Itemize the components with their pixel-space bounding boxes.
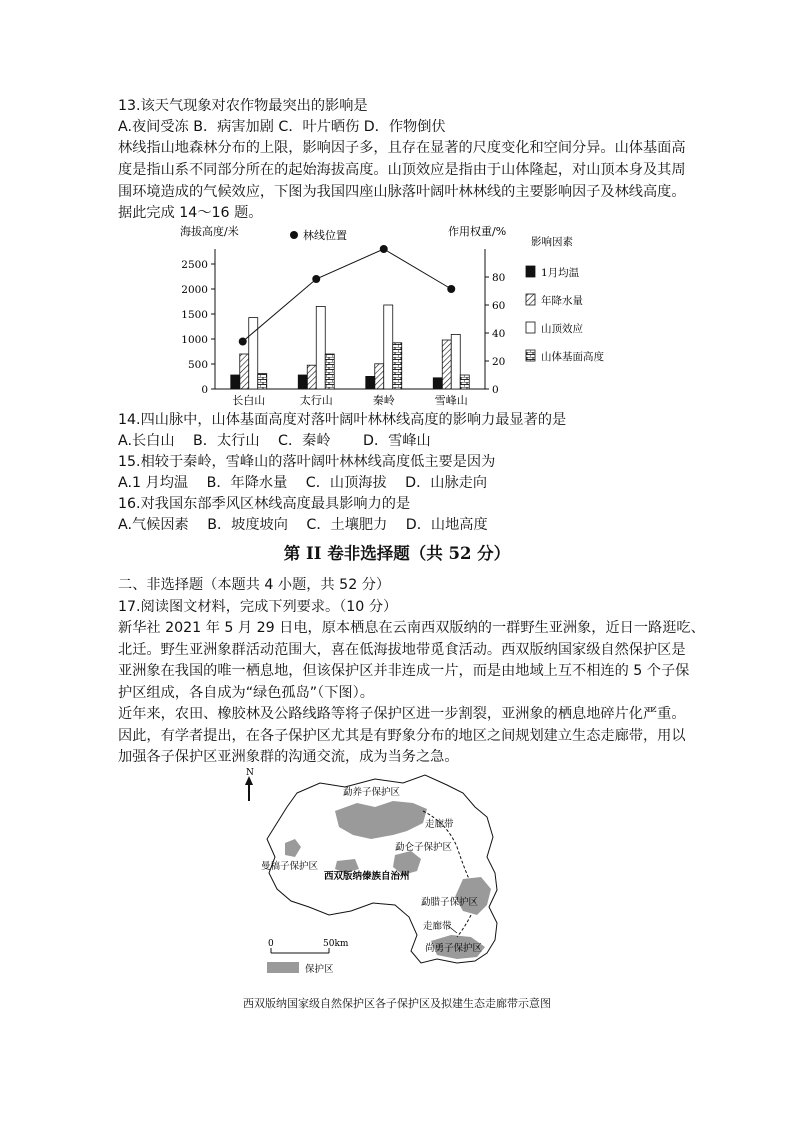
bar-summit-effect [316, 306, 325, 389]
legend-reserve-label: 保护区 [305, 964, 334, 975]
bar-jan-temp [433, 378, 442, 389]
map-caption: 西双版纳国家级自然保护区各子保护区及拟建生态走廊带示意图 [243, 997, 551, 1010]
y-right-tick-label: 0 [492, 384, 499, 396]
y-left-tick-label: 0 [201, 384, 208, 396]
scale-bar [271, 948, 329, 953]
bar-precipitation [442, 340, 451, 389]
bar-precipitation [307, 365, 316, 389]
q15-stem: 15.相较于秦岭，雪峰山的落叶阔叶林林线高度低主要是因为 [118, 454, 496, 470]
legend-swatch [526, 266, 535, 277]
y-right-label: 作用权重/% [448, 225, 507, 238]
bar-base-elevation [460, 375, 469, 389]
north-arrow-icon [245, 776, 253, 801]
q15-options [118, 473, 487, 493]
bar-base-elevation [258, 374, 267, 389]
q15-option-d: D．山脉走向 [405, 475, 488, 491]
passage1-line: 据此完成 14～16 题。 [118, 205, 263, 221]
bar-base-elevation [325, 354, 334, 389]
bar-precipitation [240, 354, 249, 389]
y-left-label: 海拔高度/米 [180, 225, 239, 238]
q15-option-a: A.1 月均温 [118, 475, 189, 491]
mangao-reserve [285, 839, 301, 857]
q17-line: 近年来，农田、橡胶林及公路线路等将子保护区进一步割裂，亚洲象的栖息地碎片化严重。 [118, 706, 686, 722]
y-left-tick-label: 2500 [181, 259, 208, 271]
legend-label: 年降水量 [541, 295, 583, 307]
y-left-tick-label: 1500 [181, 309, 208, 321]
corridor-south [457, 915, 471, 937]
bar-jan-temp [366, 376, 375, 389]
scale-zero: 0 [268, 939, 274, 949]
q14-options [118, 431, 431, 451]
label-shangyong: 尚勇子保护区 [425, 943, 483, 954]
category-label: 太行山 [299, 394, 333, 407]
passage1-line: 围环境造成的气候效应，下图为我国四座山脉落叶阔叶林林线的主要影响因子及林线高度。 [118, 184, 686, 200]
legend-title: 影响因素 [531, 236, 573, 248]
q14-option-c: C．秦岭 [278, 433, 331, 449]
label-mangao: 曼稿子保护区 [261, 861, 319, 872]
q17-line: 北迁。野生亚洲象群活动范围大，喜在低海拔地带觅食活动。西双版纳国家级自然保护区是 [118, 642, 686, 658]
label-prefecture: 西双版纳傣族自治州 [324, 871, 410, 882]
bar-summit-effect [451, 334, 460, 389]
part2-heading: 二、非选择题（本题共 4 小题，共 52 分） [118, 577, 391, 593]
y-left-tick-label: 500 [187, 359, 208, 371]
category-label: 雪峰山 [434, 394, 468, 407]
bar-summit-effect [384, 305, 393, 389]
y-left-tick-label: 1000 [181, 334, 208, 346]
passage1-line: 林线指山地森林分布的上限，影响因子多，且存在显著的尺度变化和空间分异。山体基面高 [118, 140, 686, 156]
legend-label: 山顶效应 [541, 323, 583, 335]
y-right-tick-label: 80 [492, 272, 506, 284]
q16-option-a: A.气候因素 [118, 517, 189, 533]
category-label: 秦岭 [372, 394, 395, 407]
treeline-chart [170, 222, 640, 412]
label-mengla: 勐腊子保护区 [421, 897, 479, 908]
q17-line: 因此，有学者提出，在各子保护区尤其是有野象分布的地区之间规划建立生态走廊带，用以 [118, 728, 686, 744]
bar-jan-temp [231, 375, 240, 389]
legend-swatch [526, 350, 535, 361]
q17-line: 护区组成，各自成为“绿色孤岛”（下图）。 [118, 685, 374, 701]
y-right-tick-label: 20 [492, 356, 506, 368]
q16-option-d: D．山地高度 [405, 517, 488, 533]
legend-label: 1月均温 [541, 267, 580, 279]
bar-summit-effect [249, 318, 258, 389]
legend-line-marker [290, 231, 298, 239]
passage1-line: 度是指山系不同部分所在的起始海拔高度。山顶效应是指由于山体隆起，对山顶本身及其周 [118, 162, 686, 178]
q14-stem: 14.四山脉中，山体基面高度对落叶阔叶林林线高度的影响力最显著的是 [118, 412, 567, 428]
label-menglun: 勐仑子保护区 [395, 842, 453, 853]
section-title: 第 II 卷非选择题（共 52 分） [283, 544, 511, 563]
category-label: 长白山 [232, 394, 266, 407]
treeline-point [239, 338, 247, 346]
mengyang-reserve [335, 801, 427, 839]
legend-swatch [526, 322, 535, 333]
treeline-point [312, 275, 320, 283]
treeline-point [447, 285, 455, 293]
q13-stem: 13.该天气现象对农作物最突出的影响是 [118, 98, 368, 114]
y-right-tick-label: 40 [492, 328, 506, 340]
bar-jan-temp [298, 375, 307, 389]
legend-label: 山体基面高度 [541, 351, 604, 363]
treeline-line [243, 249, 452, 342]
q16-option-b: B．坡度坡向 [207, 517, 288, 533]
q16-option-c: C．土壤肥力 [306, 517, 388, 533]
q13-options: A.夜间受冻 B．病害加剧 C．叶片晒伤 D．作物倒伏 [118, 119, 446, 135]
q16-options [118, 515, 488, 535]
north-label: N [246, 768, 254, 778]
xishuangbanna-map [225, 765, 525, 990]
q17-line: 新华社 2021 年 5 月 29 日电，原本栖息在云南西双版纳的一群野生亚洲象，近日一路逛吃、 [118, 620, 705, 636]
q15-option-c: C．山顶海拔 [305, 475, 387, 491]
legend-reserve-swatch [267, 962, 299, 973]
y-left-tick-label: 2000 [181, 284, 208, 296]
mengla-reserve [455, 877, 491, 915]
q17-line: 加强各子保护区亚洲象群的沟通交流，成为当务之急。 [118, 749, 459, 765]
label-corridor-2: 走廊带 [423, 921, 452, 932]
label-mengyang: 勐养子保护区 [343, 787, 401, 798]
q14-option-b: B．太行山 [193, 433, 260, 449]
label-corridor-1: 走廊带 [425, 819, 454, 830]
scale-end: 50km [323, 939, 349, 949]
legend-swatch [526, 294, 535, 305]
q15-option-b: B．年降水量 [206, 475, 288, 491]
q16-stem: 16.对我国东部季风区林线高度最具影响力的是 [118, 496, 411, 512]
legend-line-label: 林线位置 [303, 229, 347, 242]
q14-option-d: D．雪峰山 [363, 433, 431, 449]
q17-stem: 17.阅读图文材料，完成下列要求。（10 分） [118, 599, 398, 615]
treeline-point [380, 245, 388, 253]
bar-base-elevation [393, 343, 402, 389]
q14-option-a: A.长白山 [118, 433, 175, 449]
y-right-tick-label: 60 [492, 300, 506, 312]
bar-precipitation [375, 364, 384, 389]
q17-line: 亚洲象在我国的唯一栖息地，但该保护区并非连成一片，而是由地域上互不相连的 5 个子保 [118, 663, 690, 679]
